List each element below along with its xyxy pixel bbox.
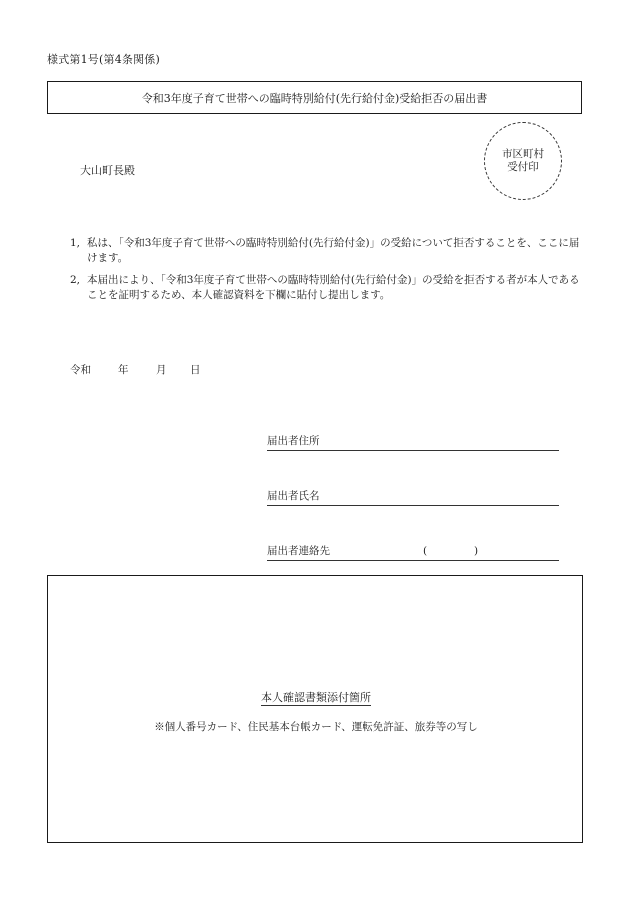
applicant-contact-field[interactable]: [267, 544, 559, 561]
id-document-attachment-area[interactable]: [47, 575, 583, 843]
document-title-box: [47, 81, 582, 114]
attachment-note: ※個人番号カード、住民基本台帳カード、運転免許証、旅券等の写し: [154, 721, 478, 733]
date-year: 年: [118, 364, 129, 376]
date-day: 日: [190, 364, 201, 376]
applicant-name-field[interactable]: [267, 489, 559, 506]
applicant-name-label: 届出者氏名: [267, 490, 320, 502]
clause-2: [70, 273, 585, 303]
date-era: 令和: [70, 364, 91, 376]
applicant-address-field[interactable]: [267, 434, 559, 451]
clause-1: [70, 236, 585, 266]
clause-1-text: 私は、「令和3年度子育て世帯への臨時特別給付(先行給付金)」の受給について拒否することを、ここに届けます。: [87, 237, 580, 264]
date-month: 月: [156, 364, 167, 376]
phone-paren-close: ): [474, 545, 479, 557]
document-title: 令和3年度子育て世帯への臨時特別給付(先行給付金)受給拒否の届出書: [141, 91, 488, 105]
form-number: 様式第1号(第4条関係): [47, 53, 160, 66]
stamp-line-1: 市区町村: [502, 148, 544, 160]
phone-paren-open: (: [423, 545, 428, 557]
addressee: 大山町長殿: [80, 164, 135, 177]
stamp-line-2: 受付印: [507, 161, 539, 173]
clause-1-number: 1,: [70, 237, 81, 249]
date-line: [70, 362, 201, 377]
applicant-contact-label: 届出者連絡先: [267, 545, 330, 557]
applicant-address-label: 届出者住所: [267, 435, 320, 447]
attachment-title-text: 本人確認書類添付箇所: [261, 691, 371, 704]
reception-stamp-area: [484, 122, 562, 200]
attachment-title: [48, 689, 584, 705]
clause-2-text: 本届出により、「令和3年度子育て世帯への臨時特別給付(先行給付金)」の受給を拒否する者が本人であることを証明するため、本人確認資料を下欄に貼付し提出します。: [87, 274, 580, 301]
clause-2-number: 2,: [70, 274, 81, 286]
